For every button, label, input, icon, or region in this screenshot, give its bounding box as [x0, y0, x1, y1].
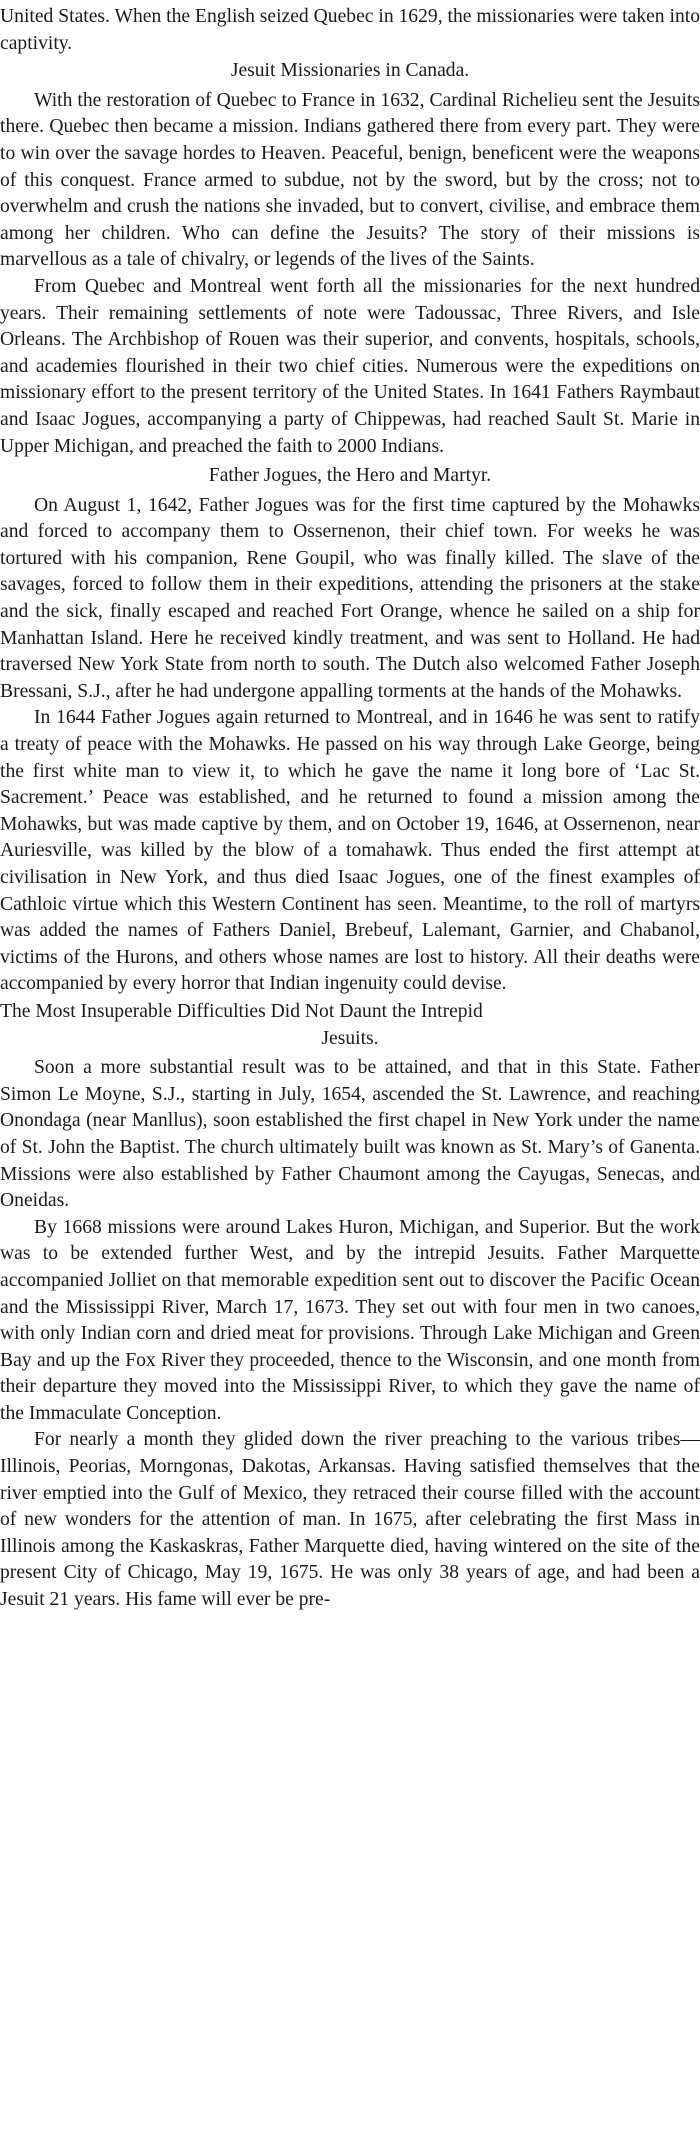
paragraph-substantial-result: Soon a more substantial result was to be attained, and that in this State. Father Simon Le Moyne, S.J., starting in July, 1654, ascended the St. Lawrence, and reaching Onondaga (near Manllus), soon established the first chapel in New York under the name of St. John the Baptist. The church ultimately built was known as St. Mary’s of Ganenta. Missions were also established by Father Chaumont among the Cayugas, Senecas, and Oneidas.	[0, 1057, 700, 1212]
paragraph-1644-return: In 1644 Father Jogues again returned to Montreal, and in 1646 he was sent to ratify a treaty of peace with the Mohawks. He passed on his way through Lake George, being the first white man to view it, to which he gave the name it long bore of ‘Lac St. Sacrement.’ Peace was established, and he returned to found a mission among the Mohawks, but was made captive by them, and on October 19, 1646, at Ossernenon, near Auriesville, was killed by the blow of a tomahawk. Thus ended the first attempt at civilisation in New York, and thus died Isaac Jogues, one of the finest examples of Cathloic virtue which this Western Continent has seen. Meantime, to the roll of martyrs was added the names of Fathers Daniel, Brebeuf, Lalemant, Garnier, and Chabanol, victims of the Hurons, and others whose names are lost to history. All their deaths were accompanied by every horror that Indian ingenuity could devise.	[0, 707, 700, 995]
paragraph-restoration-of-quebec: With the restoration of Quebec to France in 1632, Cardinal Richelieu sent the Jesuits there. Quebec then became a mission. Indians gathered there from every part. They were to win over the savage hordes to Heaven. Peaceful, benign, beneficent were the weapons of this conquest. France armed to subdue, not by the sword, but by the cross; not to overwhelm and crush the nations she invaded, but to convert, civilise, and embrace them among her children. Who can define the Jesuits? The story of their missions is marvellous as a tale of chivalry, or legends of the lives of the Saints.	[0, 89, 700, 271]
section-heading-difficulties: The Most Insuperable Difficulties Did Not Daunt the Intrepid	[0, 1000, 483, 1022]
paragraph-1668-missions: By 1668 missions were around Lakes Huron, Michigan, and Superior. But the work was to be extended further West, and by the intrepid Jesuits. Father Marquette accompanied Jolliet on that memorable expedition sent out to discover the Pacific Ocean and the Mississippi River, March 17, 1673. They set out with four men in two canoes, with only Indian corn and dried meat for provisions. Through Lake Michigan and Green Bay and up the Fox River they proceeded, thence to the Wisconsin, and one month from their departure they moved into the Mississippi River, to which they gave the name of the Immaculate Conception.	[0, 1216, 700, 1424]
section-heading-difficulties-continued: Jesuits.	[321, 1027, 379, 1049]
paragraph-quebec-and-montreal: From Quebec and Montreal went forth all the missionaries for the next hundred years. Their remaining settlements of note were Tadoussac, Three Rivers, and Isle Orleans. The Archbishop of Rouen was their superior, and convents, hospitals, schools, and academies flourished in their two chief cities. Numerous were the expeditions on missionary effort to the present territory of the United States. In 1641 Fathers Raymbaut and Isaac Jogues, accompanying a party of Chippewas, had reached Sault St. Marie in Upper Michigan, and preached the faith to 2000 Indians.	[0, 275, 700, 457]
section-heading-father-jogues: Father Jogues, the Hero and Martyr.	[208, 465, 492, 487]
section-heading-jesuit-missionaries: Jesuit Missionaries in Canada.	[230, 60, 470, 82]
paragraph-august-1642: On August 1, 1642, Father Jogues was for the first time captured by the Mohawks and forced to accompany them to Ossernenon, their chief town. For weeks he was tortured with his companion, Rene Goupil, who was finally killed. The slave of the savages, forced to follow them in their expeditions, attending the prisoners at the stake and the sick, finally escaped and reached Fort Orange, whence he sailed on a ship for Manhattan Island. Here he received kindly treatment, and was sent to Holland. He had traversed New York State from north to south. The Dutch also welcomed Father Joseph Bressani, S.J., after he had undergone appalling torments at the hands of the Mohawks.	[0, 494, 700, 702]
paragraph-opening: United States. When the English seized Quebec in 1629, the missionaries were taken into captivity.	[0, 6, 700, 54]
paragraph-nearly-a-month: For nearly a month they glided down the river preaching to the various tribes—Illinois, Peorias, Morngonas, Dakotas, Arkansas. Having satisfied themselves that the river emptied into the Gulf of Mexico, they retraced their course filled with the account of new wonders for the attention of man. In 1675, after celebrating the first Mass in Illinois among the Kaskaskras, Father Marquette died, having wintered on the site of the present City of Chicago, May 19, 1675. He was only 38 years of age, and had been a Jesuit 21 years. His fame will ever be pre-	[0, 1429, 700, 1611]
